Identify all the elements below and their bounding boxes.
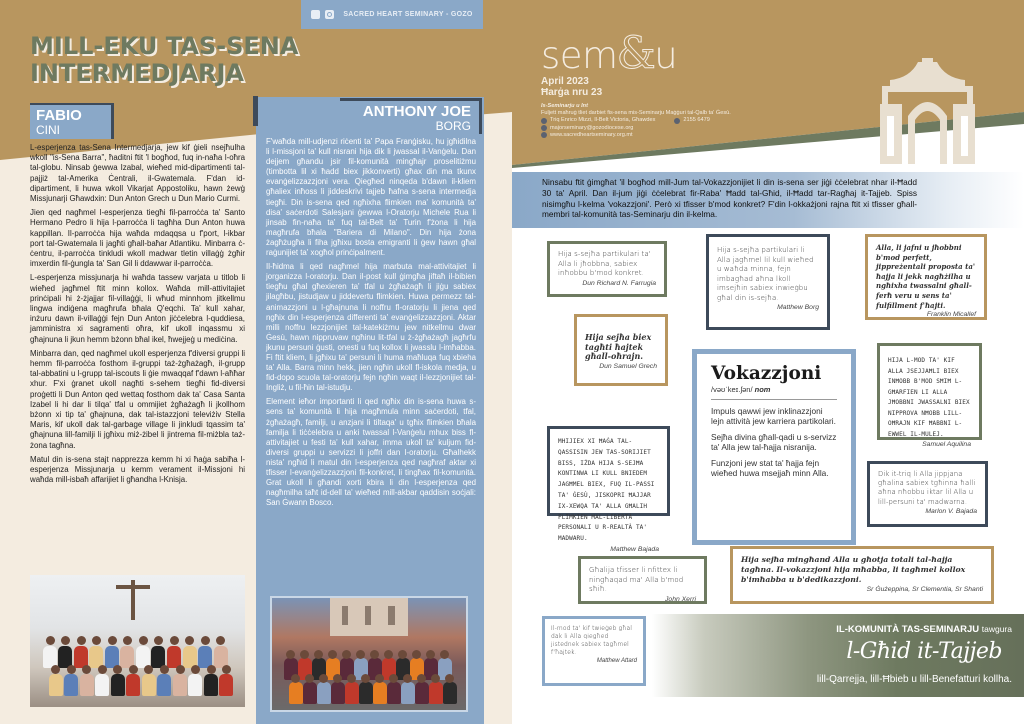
paragraph: Il-ħidma li qed nagħmel hija marbuta mal-attivitajiet li jorganizza l-oratorju. Dan il-post kull ġimgħa jiftaħ il-bibien tiegħu għal għexieren ta' tfal u żgħażagħ li jiġu sabiex jilagħbu, jistudjaw u jiddevertu flimkien. Huwa permezz tal-animazzjoni u l-għajnuna li noffru fl-oratorju li jiena qed ngħix din l-esperjenza differenti ta' evanġelizzazzjoni. Aktar milli noffru lezzjonijiet tal-katekiżmu jew nitkellmu dwar Ġesù, hawn nippruvaw ngħinu lit-tfal u ż-żgħażagħ jagħrfu jkunu persuni ġusti, onesti u fuq kollox li jwasslu l-imħabba. Fi ftit kliem, li jgħixu ta' persuni li huma maħluqa fuq xbieha ta' Alla. Barra minn hekk, jien ngħin ukoll fl-iskola medja, u fid-dopo scuola tal-oratorju fejn ngħin waqt il-lezzjonijiet tal-Ingliż, u fil-ħin tal-istudju. — [266, 262, 476, 393]
photo-figure-head — [328, 650, 337, 659]
author-first-name: FABIO — [36, 107, 82, 124]
photo-figure-head — [356, 650, 365, 659]
photo-figure — [317, 682, 331, 704]
quote-author: Franklin Micallef — [926, 311, 976, 319]
publisher-desc: Fuljett maħruġ tliet darbiet fis-sena mis-Seminarju Maġġuri tal-Qalb ta' Ġesù. — [541, 110, 731, 117]
paragraph: Element ieħor importanti li qed ngħix din is-sena huwa s-sens ta' komunità li hija magħmula minn saċerdoti, tfal, żgħażagħ, familji, u anzjani li tiltaqa' u tgħix flimkien bħala familja li tiċċelebra u anki twassal l-Vanġelu mhux biss fl-attivitajiet u festi ta' kull xahar, imma ukoll ta' kuljum fid-diversi gruppi u servizzi li joffri dan l-oratorju. Għalhekk nista' ngħid li matul din l-esperjenza qed nagħraf aktar xi tfisser l-evanġelizzazzjoni fil-konkret, li tingħax fil-komunità. Grat ukoll li għandi xorti kbira li din l-esperjenza qed nagħmilha taħt id-dell ta' wieħed mill-akbar qaddisin soċjali: San Ġwann Bosco. — [266, 397, 476, 508]
photo-figure-head — [51, 665, 60, 674]
quote-text: Alla, li jafni u jħobbni b'mod perfett, jippreżentali proposta ta' ħajja li jekk nagħżilha u ngħixha twassalni għall-ferħ veru u sens ta' fulfillment f'ħajti. — [876, 243, 976, 310]
globe-icon — [541, 132, 547, 138]
author-box-fabio — [30, 103, 114, 139]
quote-text: HIJA L-MOD TA' KIF ALLA JSEJJAĦLI BIEX INĦOBB B'MOD SĦIĦ L-GĦARFIEN LI ALLA JĦOBBNI JWASSALNI BIEX NIPPROVA NĦOBB LILL-OĦRAJN KIF ĦABBNI L-EWWEL IL-MULEJ. — [888, 357, 970, 438]
photo-figure-head — [82, 665, 91, 674]
photo-figure — [289, 682, 303, 704]
photo-figure — [331, 682, 345, 704]
vocab-pronunciation: /vəʊˈkeɪ.ʃən/ — [711, 385, 753, 394]
vocab-definition: Funzjoni jew stat ta' ħajja fejn wieħed huwa msejjaħ minn Alla. — [711, 457, 829, 479]
photo-figure-head — [154, 636, 163, 645]
vocab-pronunciation-line — [711, 385, 837, 394]
logo-ampersand: & — [616, 28, 656, 79]
address: Triq Enrico Mizzi, Il-Belt Victoria, Għawdex — [550, 117, 656, 124]
author-box-borg — [340, 98, 482, 134]
paragraph: Minbarra dan, qed nagħmel ukoll esperjenza f'diversi gruppi li hemm fil-parroċċa fosthom il-gruppi taż-żgħażagħ, il-grupp tal-abbatini u l-grupp tal-iscouts li ġie mwaqqaf f'dawn l-aħħar xhur. F'xi ġranet ukoll nagħti s-sehem tiegħi fid-diversi proġetti li Dun Anton qed wettaq fosthom dak ta' Casa Santa Izabel li hi dar li tilqa' tfal u ommijiet żgħażagħ li jkollhom bżonn xi tip ta' għajnuna, dak tal-istazzjoni televiżiv Stella Maris, kif ukoll dak tal-garbage village li jinkludi tqassim ta' għajnuna lill-familji li jgħixu miż-żibel li jintrema fil-miżbla taż-żona tagħna. — [30, 348, 245, 450]
publisher-info — [541, 103, 731, 139]
banner-title-suffix: tawgura — [981, 624, 1012, 634]
quote-card — [578, 556, 707, 604]
quote-card — [542, 616, 646, 686]
photo-figure-head — [46, 636, 55, 645]
photo-figure-head — [61, 636, 70, 645]
photo-figure-head — [440, 650, 449, 659]
photo-figure-head — [176, 665, 185, 674]
quote-author: Sr Ġużeppina, Sr Clementia, Sr Shanti — [866, 586, 983, 593]
article-borg-body — [266, 137, 476, 512]
photo-figure-head — [384, 650, 393, 659]
facebook-icon[interactable] — [311, 10, 320, 19]
photo-figure — [373, 682, 387, 704]
photo-figure-head — [185, 636, 194, 645]
photo-figure-head — [170, 636, 179, 645]
paragraph: Jien qed nagħmel l-esperjenza tiegħi fil-parroċċa ta' Santo Hermano Pedro li hija l-parroċċa li tagħha Dun Anton huwa kappillan. Il-parroċċa hija waħda mdaqqsa u f'port, l-ikbar port tal-Gwatemala li jagħti għall-baħar Atlantiku. Minbarra ċ-ċentru, il-parroċċa tinkludi wkoll madwar tletin villaġġ żgħir imxerdin fil-ġungla ta' San Gil li ddawwar il-parroċċa. — [30, 208, 245, 269]
instagram-icon[interactable] — [325, 10, 334, 19]
photo-figure-head — [139, 636, 148, 645]
quote-card — [867, 461, 988, 527]
photo-figure — [157, 674, 171, 696]
author-last-name: CINI — [36, 123, 60, 137]
photo-figure-head — [113, 665, 122, 674]
banner-title — [836, 624, 1012, 635]
photo-figure — [95, 674, 109, 696]
article-fabio-body — [30, 143, 245, 490]
vocab-definition: Sejħa divina għall-qadi u s-servizz ta' Alla jew tal-ħajja nisranija. — [711, 431, 837, 453]
quote-text: Il-mod ta' kif twieġeb għal dak li Alla qiegħed jistednek sabiex tagħmel f'ħajtek. — [551, 625, 633, 656]
photo-figure-head — [108, 636, 117, 645]
paragraph: F'waħda mill-udjenzi riċenti ta' Papa Franġisku, hu jgħidilna li l-missjoni ta' kull nisrani hija dik li jwassal il-Vanġelu. Dan dejjem għandu jsir fil-komunità mingħajr proselitiżmu (timbotta lil xi ħadd biex jikkonverti) għax din ma tkunx evanġelizzazzjoni vera. Qiegħed ninqeda b'dawn il-kliem għaliex inħoss li jiddeskrivi tajjeb ħafna s-sena intermedja tiegħi. Din is-sena qed ngħixha flimkien ma' komunità ta' disa' saċerdoti Salesjani ġewwa l-Oratorju Michele Rua li jinsab fin-naħa ta' fuq tal-Belt ta' Turin f'żona li hija magħrufa bħala "Bariera di Milano". Din hija żona żagħżugħa li fiha jgħixu bosta emigranti li ġew hawn għal raġunijiet ta' xogħol prinċipalment. — [266, 137, 476, 258]
photo-figure-head — [426, 650, 435, 659]
main-title — [30, 33, 330, 87]
right-page — [512, 0, 1024, 724]
photo-figure — [204, 674, 218, 696]
author-last-name: BORG — [435, 119, 471, 133]
photo-figure-head — [370, 650, 379, 659]
divider — [711, 399, 837, 400]
quote-author: Samuel Aquilina — [922, 441, 971, 448]
phone-number[interactable]: 2155 6479 — [683, 117, 710, 124]
logo-part-1: sem — [541, 34, 618, 77]
email-icon — [541, 125, 547, 131]
photo-figure — [188, 674, 202, 696]
quote-text: Hija s-sejħa partikulari li Alla jagħmel lil kull wieħed u waħda minna, fejn imbagħad aħna lkoll imsejħin sabiex inwieġbu għal din is-sejħa. — [717, 246, 814, 302]
photo-figure — [415, 682, 429, 704]
vocab-part-of-speech: nom — [754, 385, 771, 394]
photo-figure-head — [191, 665, 200, 674]
vocabulary-definition-card — [692, 349, 856, 545]
quote-card — [706, 234, 830, 330]
photo-figure-head — [201, 636, 210, 645]
photo-figure — [359, 682, 373, 704]
quote-author: Matthew Bajada — [610, 545, 659, 553]
photo-figure-head — [160, 665, 169, 674]
photo-figure-head — [412, 650, 421, 659]
logo-part-2: u — [654, 34, 678, 77]
title-line-1: MILL-EKU TAS-SENA — [30, 32, 299, 60]
photo-guatemala-group — [30, 575, 245, 707]
phone-icon — [674, 118, 680, 124]
issue-number: Ħarġa nru 23 — [541, 87, 603, 98]
photo-figure-head — [398, 650, 407, 659]
quote-card — [865, 234, 987, 320]
banner-script-text: l-Għid it-Tajjeb — [846, 639, 1002, 664]
issue-date: April 2023 — [541, 76, 589, 87]
quote-text: Hija sejħa biex tagħti ħajtek għall-oħrajn. — [585, 332, 652, 362]
photo-figure — [345, 682, 359, 704]
photo-turin-group — [270, 596, 468, 712]
quote-text: Hija sejħa mingħand Alla u għotja totali tal-ħajja tagħna. Il-vokazzjoni hija mħabba, li tagħmel kollox b'imħabba u b'dedikazzjoni. — [741, 555, 966, 584]
photo-figure-head — [123, 636, 132, 645]
photo-figure — [429, 682, 443, 704]
photo-figure — [443, 682, 457, 704]
location-icon — [541, 118, 547, 124]
email-link[interactable]: majorseminary@gozodiocese.org — [550, 124, 634, 131]
quote-author: Matthew Borg — [777, 304, 819, 311]
photo-figure-head — [129, 665, 138, 674]
quote-text: Hija s-sejħa partikulari ta' Alla li jħobbna, sabiex inħobbu b'mod konkret. — [558, 250, 651, 277]
vocab-definition: Impuls qawwi jew inklinazzjoni lejn attività jew karriera partikolari. — [711, 406, 836, 427]
photo-figure-head — [92, 636, 101, 645]
photo-figure — [126, 674, 140, 696]
title-line-2: INTERMEDJARJA — [30, 59, 244, 87]
photo-figure — [142, 674, 156, 696]
quote-text: MHIJIEX XI ĦAĠA TAL-QASSISIN JEW TAS-SORIJIET BISS, IŻDA HIJA S-SEJĦA KONTINWA LI KULL BNIEDEM JAGĦMEL BIEX, FUQ IL-PASSI TA' ĠESÙ, JISKOPRI ĦAJJAR IX-XEWQA TA' ALLA GĦALIH FLIMKIEN MAL-LIBERTÀ PERSONALI U R-REALTÀ TA' MADWARU. — [558, 438, 655, 543]
website-link[interactable]: www.sacredheartseminary.org.mt — [550, 131, 633, 138]
quote-text: Dik it-triq li Alla jippjana għalina sabiex tgħinna ħalli aħna nħobbu iktar lil Alla u lill-persuni ta' madwarna. — [878, 470, 976, 506]
photo-figure-head — [144, 665, 153, 674]
photo-figure — [111, 674, 125, 696]
quote-card — [547, 241, 667, 297]
photo-figure-head — [98, 665, 107, 674]
banner-title-main: IL-KOMUNITÀ TAS-SEMINARJU — [836, 624, 980, 635]
paragraph: Matul din is-sena stajt napprezza kemm hi xi ħaġa sabiħa l-esperjenza Missjunarja u kemm verament il-Missjoni hi waħda mill-isbaħ affarijiet li għandha l-Knisja. — [30, 454, 245, 485]
quote-card — [574, 314, 668, 386]
vocab-word: Vokazzjoni — [711, 363, 822, 384]
photo-figure — [173, 674, 187, 696]
photo-figure-head — [300, 650, 309, 659]
quote-card — [547, 426, 670, 553]
easter-greeting-banner — [652, 614, 1024, 697]
quote-author: Matthew Attard — [596, 658, 637, 664]
social-bar — [301, 0, 483, 29]
intro-text: Ninsabu ftit ġimgħat 'il bogħod mill-Jum tal-Vokazzjonijiet li din is-sena ser jiġi ċċelebrat nhar il-Ħadd 30 ta' April. Dan il-jum jiġi ċċelebrat fir-Raba' Ħadd tal-Għid, il-Ħadd tar-Ragħaj it-Tajjeb. Spiss nisimgħu l-kelma 'vokazzjoni'. Però xi tfisser b'mod konkret? F'din l-okkażjoni rajna ftit xi tfisser għall-membri tal-komunità tas-Seminarju din il-kelma. — [542, 177, 917, 220]
quote-card — [877, 343, 982, 448]
paragraph: L-esperjenza tas-Sena Intermedjarja, jew kif ġieli nsejħulha wkoll "is-Sena Barra", ħaditni ftit 'l bogħod, fuq in-naħa l-oħra tal-globu. Ninsab ġewwa Izabal, wieħed mid-dipartimenti tal-pajjiż tal-Amerika Ċentrali, il-Gwatemala. F'dan id-dipartiment, li huwa wkoll Vikarjat Appostoliku, hawn żewġ Missjunarji Għawdxin: Dun Anton Grech u Dun Mario Curmi. — [30, 143, 245, 204]
quote-author: Dun Richard N. Farrugia — [582, 279, 656, 287]
photo-figure-head — [286, 650, 295, 659]
photo-figure — [387, 682, 401, 704]
photo-figure-head — [67, 665, 76, 674]
panel-frame — [253, 96, 258, 126]
photo-figure — [64, 674, 78, 696]
quote-author: Dun Samuel Grech — [599, 362, 657, 370]
photo-figure — [303, 682, 317, 704]
photo-figure — [219, 674, 233, 696]
photo-figure — [80, 674, 94, 696]
intro-banner — [512, 172, 1024, 228]
quote-author: John Xerri — [665, 595, 696, 603]
author-first-name: ANTHONY JOE — [362, 103, 471, 120]
seminary-gate-icon — [880, 58, 975, 164]
paragraph: L-esperjenza missjunarja hi waħda tassew varjata u titlob li wieħed jagħmel ftit minn kollox. Waħda mill-attivitajiet prinċipali hi ż-żjajjar fil-villaġġi, li wħud minnhom jitkellmu lingwa indiġena magħrufa bħala Q'eqchi. Ta' kull xahar, inżuru dawn il-villaġġi fejn Dun Anton jiċċelebra l-quddiesa, jamministra xi sagramenti oħra, kif ukoll inqassmu xi għajnuna li jkun hemm bżonn bħal ikel, ħwejjeġ u mediċina. — [30, 273, 245, 344]
banner-subtitle: lill-Qarrejja, lill-Ħbieb u lill-Benefatturi kollha. — [816, 674, 1012, 685]
photo-figure-head — [314, 650, 323, 659]
quote-text: Għalija tfisser li nfittex li ningħaqad ma' Alla b'mod sħiħ. — [589, 566, 684, 593]
photo-figure-head — [207, 665, 216, 674]
photo-figure — [401, 682, 415, 704]
social-label: SACRED HEART SEMINARY - GOZO — [343, 11, 473, 18]
photo-figure-head — [342, 650, 351, 659]
photo-figure-head — [77, 636, 86, 645]
photo-figure-head — [216, 636, 225, 645]
quote-author: Marlon V. Bajada — [925, 507, 977, 515]
publisher-title: Is-Seminarju u Int — [541, 103, 588, 109]
photo-figure — [49, 674, 63, 696]
semu-logo — [541, 28, 677, 79]
quote-card — [730, 546, 994, 604]
photo-figure-head — [222, 665, 231, 674]
